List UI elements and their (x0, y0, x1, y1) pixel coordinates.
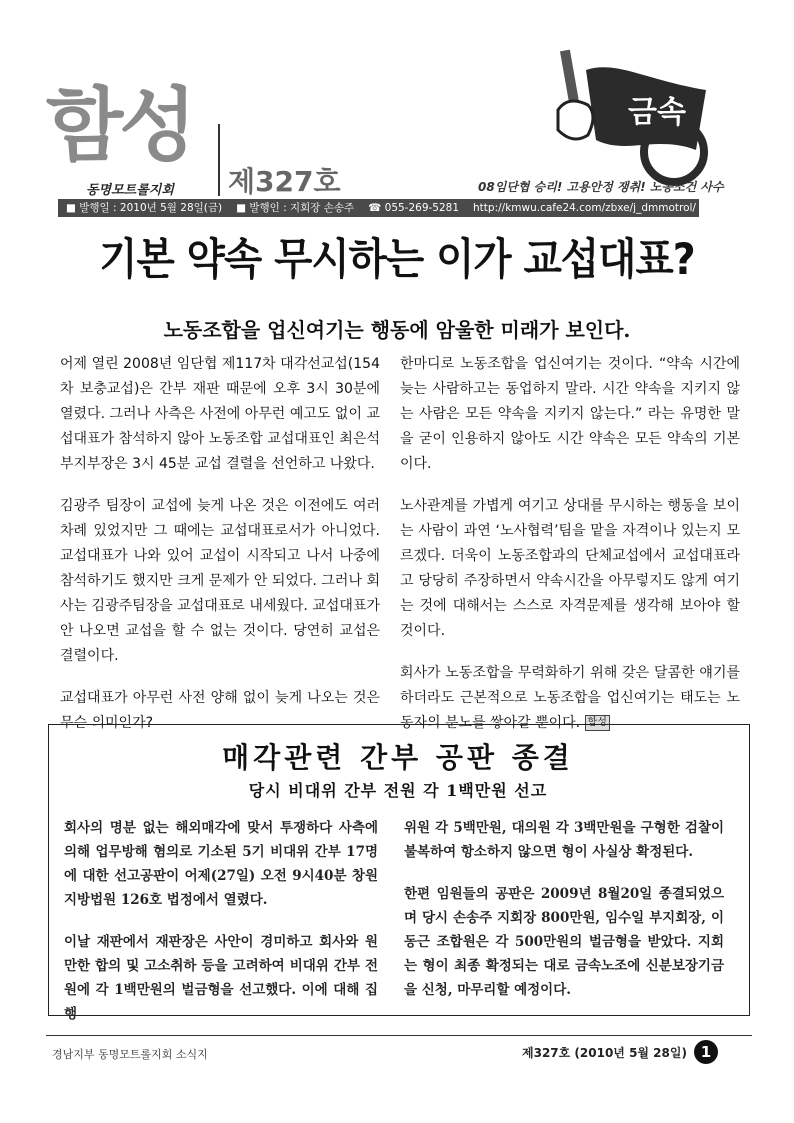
box-right-column (404, 816, 724, 1020)
paragraph: 회사의 명분 없는 해외매각에 맞서 투쟁하다 사측에 의해 업무방해 혐의로 기소된 5기 비대위 간부 17명에 대한 선고공판이 어제(27일) 오전 9시40분 창원 지방법원 126호 법정에서 열렸다. (64, 820, 378, 908)
paragraph: 이날 재판에서 재판장은 사안이 경미하고 회사와 원만한 합의 및 고소취하 등을 고려하여 비대위 간부 전원에 각 1백만원의 벌금형을 선고했다. 이에 대해 집행 (64, 934, 378, 1022)
masthead-title: 함성 (46, 79, 193, 172)
subheadline: 노동조합을 업신여기는 행동에 암울한 미래가 보인다. (163, 318, 631, 342)
paragraph: 김광주 팀장이 교섭에 늦게 나온 것은 이전에도 여러 차례 있었지만 그 때에는 교섭대표로서가 아니었다. 교섭대표가 나와 있어 교섭이 시작되고 나서 나중에 참석하기도 했지만 크게 문제가 안 되었다. 그러나 회사는 김광주팀장을 교섭대표로 내세웠다. 교섭대표가 안 나오면 교섭을 할 수 없는 것이다. 당연히 교섭은 결렬이다. (60, 498, 380, 664)
paragraph: 한마디로 노동조합을 업신여기는 것이다. “약속 시간에 늦는 사람하고는 동업하지 말라. 시간 약속을 지키지 않는 사람은 모든 약속을 지키지 않는다.” 라는 유명한 말을 굳이 인용하지 않아도 시간 약속은 모든 약속의 기본이다. (400, 356, 740, 472)
paragraph: 어제 열린 2008년 임단협 제117차 대각선교섭(154차 보충교섭)은 간부 재판 때문에 오후 3시 30분에 열렸다. 그러나 사측은 사전에 아무런 예고도 없이 교섭대표가 참석하지 않아 노동조합 교섭대표인 최은석 부지부장은 3시 45분 교섭 결렬을 선언하고 나왔다. (60, 356, 380, 472)
masthead-divider (218, 124, 220, 196)
paragraph-text: 회사가 노동조합을 무력화하기 위해 갖은 달콤한 얘기를 하더라도 근본적으로 노동조합을 업신여기는 태도는 노동자의 분노를 쌓아갈 뿐이다. (400, 665, 740, 731)
article-left-column (60, 352, 380, 753)
website-url[interactable]: http://kmwu.cafe24.com/zbxe/j_dmmotrol/ (473, 202, 696, 214)
publisher: ■ 발행인 : 지회장 손송주 (236, 202, 355, 214)
footer-issue: 제327호 (2010년 5월 28일) (522, 1046, 687, 1060)
masthead-slogan: 08임단협 승리! 고용안정 쟁취! 노동조건 사수 (478, 180, 724, 194)
box-article-subtitle: 당시 비대위 간부 전원 각 1백만원 선고 (248, 781, 548, 800)
fist-icon (558, 101, 593, 139)
paragraph: 노사관계를 가볍게 여기고 상대를 무시하는 행동을 보이는 사람이 과연 ‘노사협력’팀을 맡을 자격이나 있는지 모르겠다. 더욱이 노동조합과의 단체교섭에서 교섭대표라고 당당히 주장하면서 약속시간을 아무렇지도 않게 여기는 것에 대해서는 스스로 자격문제를 생각해 보아야 할 것이다. (400, 498, 740, 639)
logo-text: 금속 (628, 95, 686, 130)
publish-date: ■ 발행일 : 2010년 5월 28일(금) (66, 202, 223, 214)
masthead-subtitle: 동명모트롤지회 (86, 183, 174, 198)
union-flag-logo (556, 40, 712, 190)
footer-publication: 경남지부 동명모트롤지회 소식지 (52, 1048, 208, 1061)
footer-rule (46, 1035, 752, 1036)
page-number: 1 (694, 1040, 718, 1064)
box-article-title: 매각관련 간부 공판 종결 (222, 741, 574, 774)
paragraph: 교섭대표가 아무런 사전 양해 없이 늦게 나오는 것은 무슨 의미인가? (60, 690, 380, 731)
paragraph: 한편 임원들의 공판은 2009년 8월20일 종결되었으며 당시 손송주 지회장 800만원, 임수일 부지회장, 이동근 조합원은 각 500만원의 벌금형을 받았다. 지회는 형이 최종 확정되는 대로 금속노조에 신분보장기금을 신청, 마무리할 예정이다. (404, 886, 724, 998)
headline: 기본 약속 무시하는 이가 교섭대표? (99, 235, 695, 285)
article-right-column (400, 352, 740, 753)
issue-number: 제327호 (228, 165, 341, 198)
paragraph: 위원 각 5백만원, 대의원 각 3백만원을 구형한 검찰이 불복하여 항소하지 않으면 형이 사실상 확정된다. (404, 820, 724, 860)
signature-badge: 함성 (585, 715, 610, 731)
box-left-column (64, 816, 378, 1044)
phone-number: ☎ 055-269-5281 (368, 202, 460, 214)
publication-info-bar (58, 199, 699, 217)
